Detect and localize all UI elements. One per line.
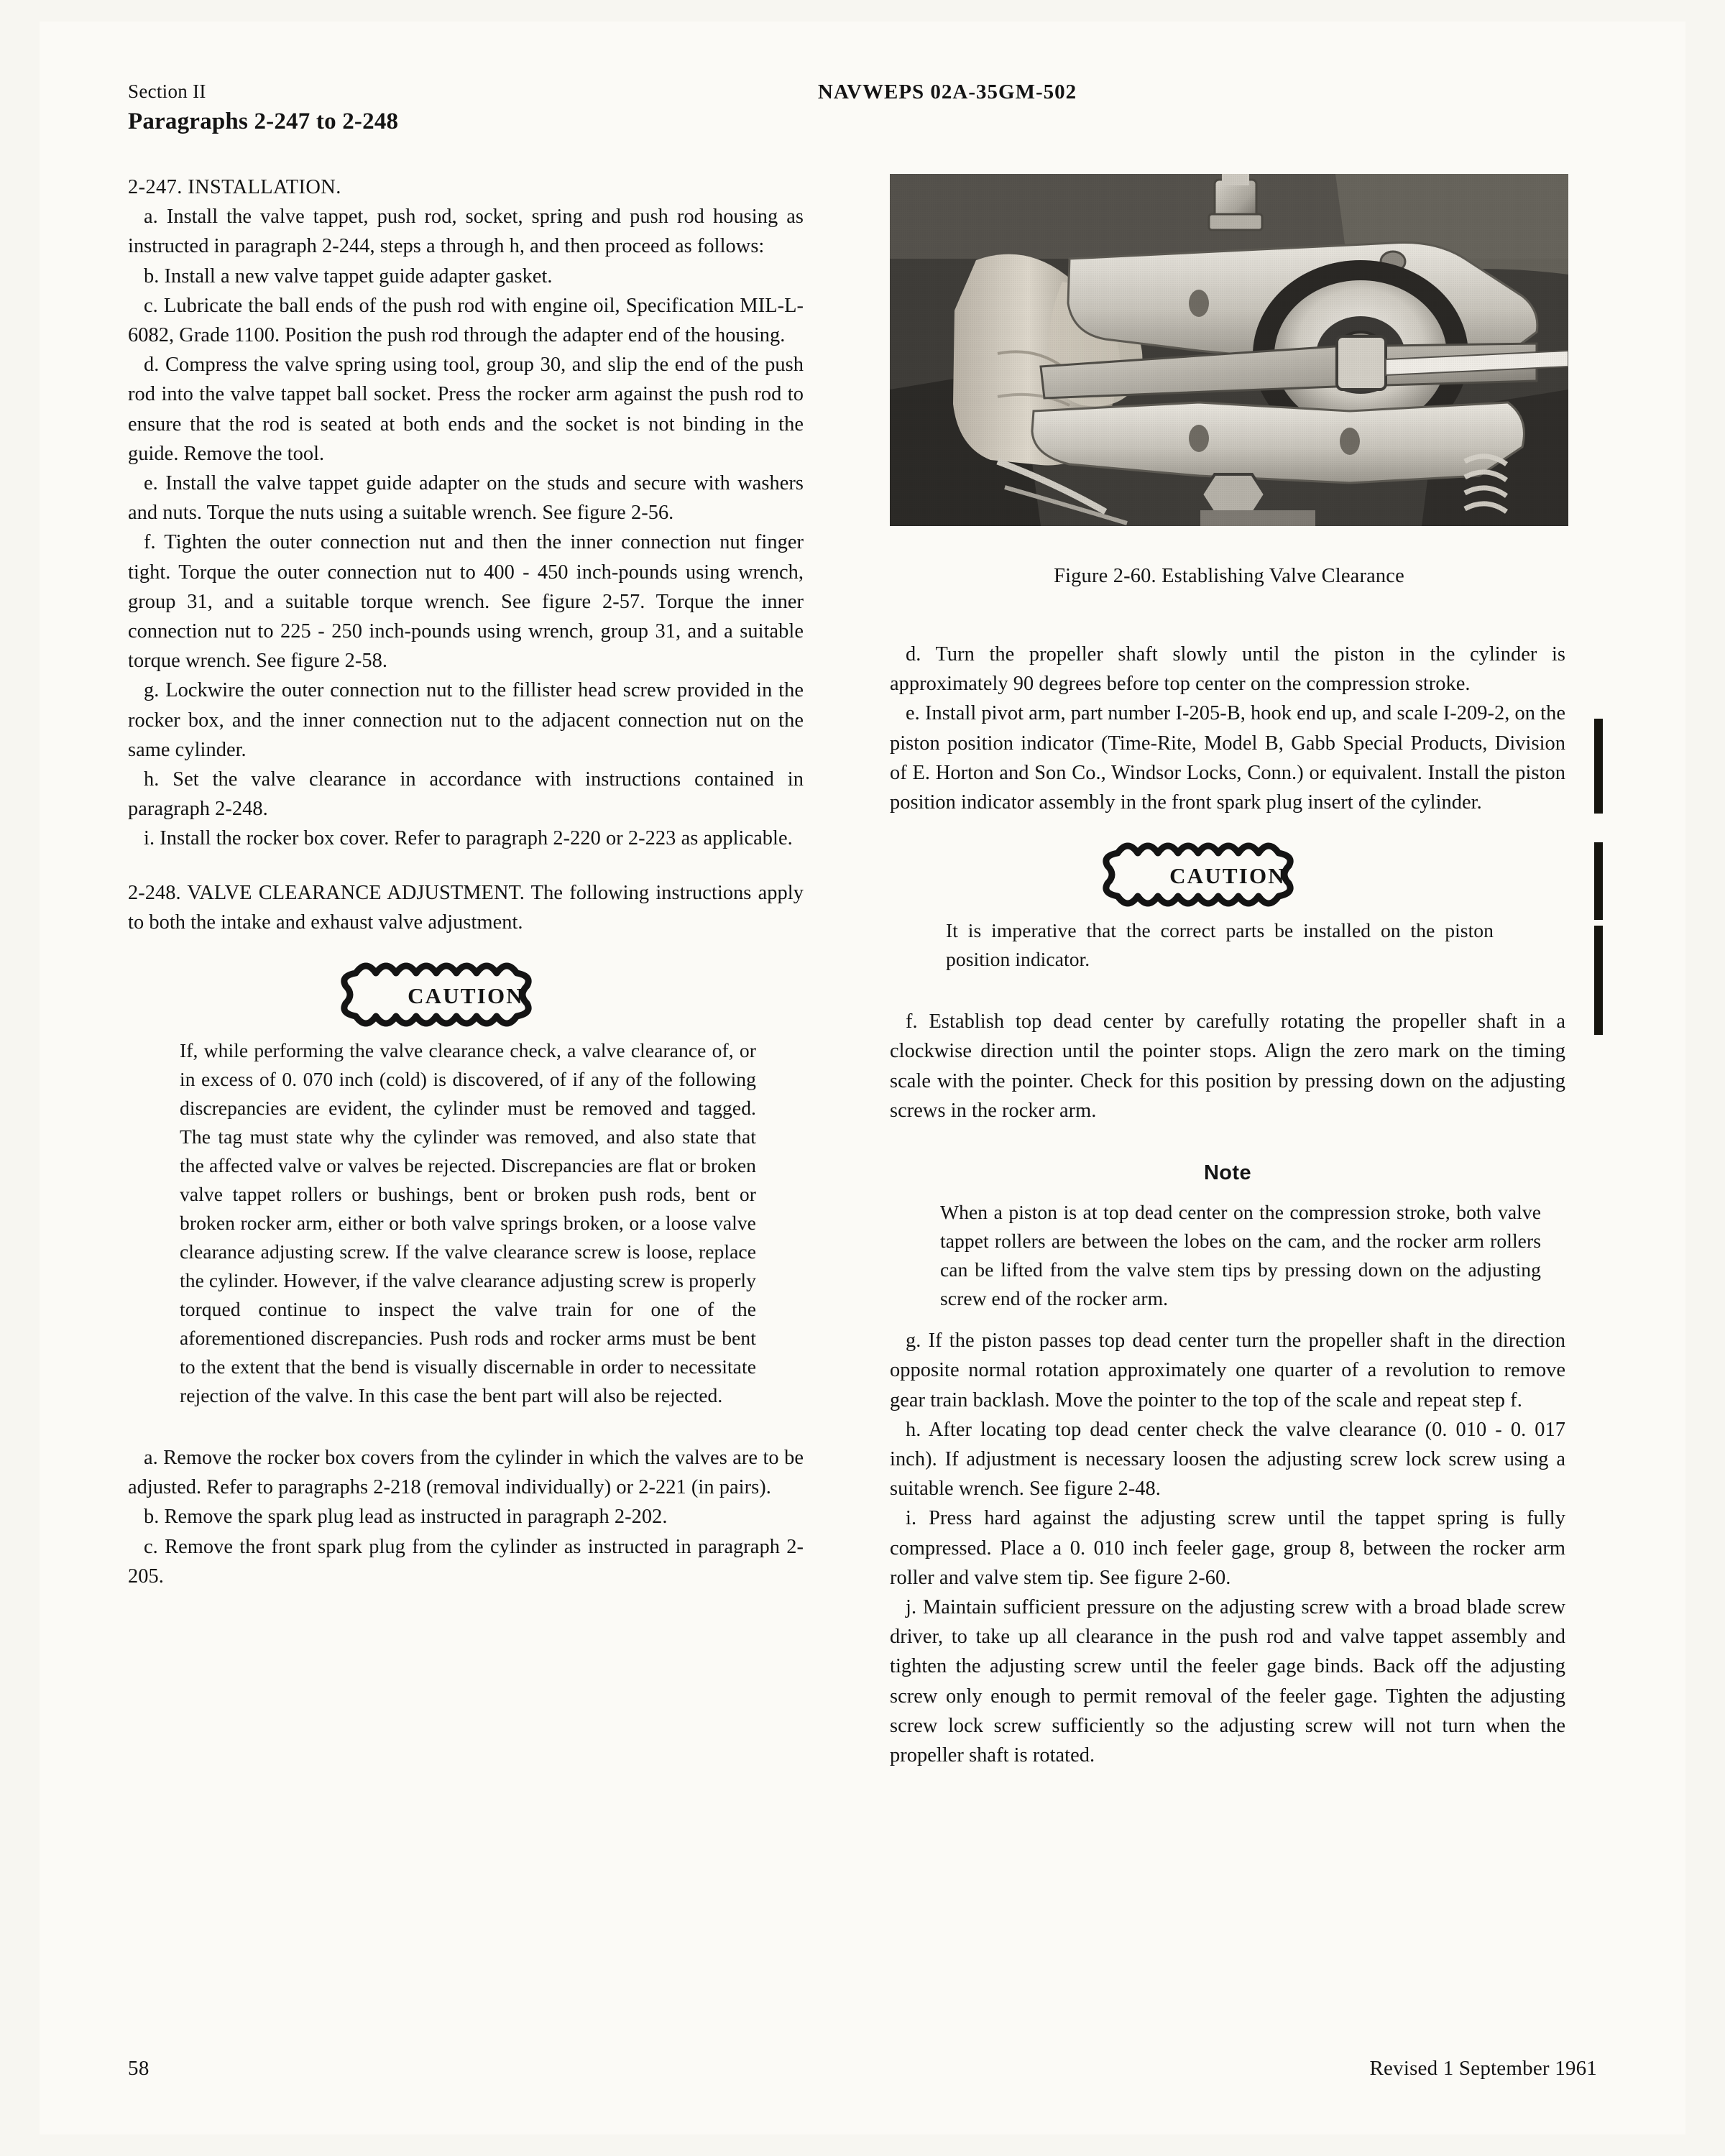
photo-rocker-arm-feeler-gage <box>890 174 1568 526</box>
spacer <box>128 937 804 950</box>
spacer <box>890 1125 1565 1150</box>
heading-2-247: 2-247. INSTALLATION. <box>128 176 341 198</box>
spacer <box>128 854 804 878</box>
para-2-248-h: h. After locating top dead center check the valve clearance (0. 010 - 0. 017 inch). If adjustment is necessary loosen the adjusting screw lock screw using a suitable wrench. See figure 2-48. <box>890 1418 1565 1501</box>
caution-body-left <box>128 1036 804 1410</box>
right-column <box>890 640 1565 1770</box>
para-2-248-g: g. If the piston passes top dead center turn the propeller shaft in the direction opposite normal rotation approximately one quarter of a revolution to remove gear train backlash. Move the pointer to the top of the scale and repeat step f. <box>890 1330 1565 1411</box>
spacer <box>890 974 1565 1007</box>
note-text: When a piston is at top dead center on the compression stroke, both valve tappet rollers are between the lobes on the cam, and the rocker arm rollers can be lifted from the valve stem tips by pressing down on the adjusting screw end of the rocker arm. <box>940 1201 1541 1310</box>
spacer <box>128 1410 804 1443</box>
para-2-247-g: g. Lockwire the outer connection nut to the fillister head screw provided in the rocker box, and the inner connection nut to the adjacent connection nut on the same cylinder. <box>128 679 804 761</box>
change-bar-2 <box>1594 842 1603 920</box>
para-2-247-i: i. Install the rocker box cover. Refer to paragraph 2-220 or 2-223 as applicable. <box>144 827 793 850</box>
section-label: Section II <box>128 80 206 102</box>
para-2-247-c: c. Lubricate the ball ends of the push rod with engine oil, Specification MIL-L-6082, Grade 1100. Position the push rod through the adapter end of the housing. <box>128 294 804 347</box>
figure-2-60 <box>890 174 1568 588</box>
left-column <box>128 172 804 1591</box>
heading-2-248: 2-248. VALVE CLEARANCE ADJUSTMENT. The following instructions apply to both the intake and exhaust valve adjustment. <box>128 881 804 934</box>
paragraph-range-label: Paragraphs 2-247 to 2-248 <box>128 109 399 135</box>
para-2-248-c: c. Remove the front spark plug from the cylinder as instructed in paragraph 2-205. <box>128 1535 804 1588</box>
caution-banner-right <box>890 837 1565 912</box>
svg-text:CAUTION: CAUTION <box>408 983 524 1009</box>
caution-banner-left <box>128 957 804 1032</box>
footer-revision-date: Revised 1 September 1961 <box>1369 2057 1597 2080</box>
para-2-247-a: a. Install the valve tappet, push rod, socket, spring and push rod housing as instructed in paragraph 2-244, steps a through h, and then proceed as follows: <box>128 206 804 258</box>
change-bar-3 <box>1594 926 1603 1035</box>
para-2-247-b: b. Install a new valve tappet guide adapter gasket. <box>144 264 553 287</box>
note-title: Note <box>1203 1161 1252 1185</box>
running-head <box>128 79 1609 141</box>
note-body <box>890 1198 1565 1313</box>
spacer <box>890 817 1565 830</box>
document-number: NAVWEPS 02A-35GM-502 <box>817 80 1077 103</box>
para-2-248-i: i. Press hard against the adjusting screw until the tappet spring is fully compressed. Place a 0. 010 inch feeler gage, group 8, between the rocker arm roller and valve stem tip. See figure 2-60. <box>890 1507 1565 1589</box>
spacer <box>890 1313 1565 1326</box>
para-2-248-d: d. Turn the propeller shaft slowly until the piston in the cylinder is approximately 90 degrees before top center on the compression stroke. <box>890 643 1565 696</box>
figure-caption: Figure 2-60. Establishing Valve Clearance <box>1054 565 1404 587</box>
para-2-248-j: j. Maintain sufficient pressure on the adjusting screw with a broad blade screw driver, to take up all clearance in the push rod and valve tappet assembly and tighten the adjusting screw until the feeler gage binds. Back off the adjusting screw only enough to permit removal of the feeler gage. Tighten the adjusting screw lock screw sufficiently so the adjusting screw will not turn when the propeller shaft is rotated. <box>890 1596 1565 1767</box>
caution-body-right <box>890 916 1565 974</box>
caution-right-text: It is imperative that the correct parts be installed on the piston position indicator. <box>946 919 1494 971</box>
svg-text:CAUTION: CAUTION <box>1169 863 1286 889</box>
para-2-247-d: d. Compress the valve spring using tool, group 30, and slip the end of the push rod into the valve tappet ball socket. Press the rocker arm against the push rod to ensure that the rod is seated at both ends and the socket is not binding in the guide. Remove the tool. <box>128 354 804 465</box>
para-2-247-f: f. Tighten the outer connection nut and then the inner connection nut finger tight. Torque the outer connection nut to 400 - 450 inch-pounds using wrench, group 31, and a suitable torque wrench. See figure 2-57. Torque the inner connection nut to 225 - 250 inch-pounds using wrench, group 31, and a suitable torque wrench. See figure 2-58. <box>128 531 804 673</box>
para-2-248-a: a. Remove the rocker box covers from the cylinder in which the valves are to be adjusted. Refer to paragraphs 2-218 (removal individually) or 2-221 (in pairs). <box>128 1447 804 1499</box>
para-2-248-f: f. Establish top dead center by carefully rotating the propeller shaft in a clockwise direction until the pointer stops. Align the zero mark on the timing scale with the pointer. Check for this position by pressing down on the adjusting screws in the rocker arm. <box>890 1010 1565 1122</box>
caution-left-text: If, while performing the valve clearance check, a valve clearance of, or in excess of 0. 070 inch (cold) is discovered, of if any of the following discrepancies are evident, the cylinder must be removed and tagged. The tag must state why the cylinder was removed, and also state that the affected valve or valves be rejected. Discrepancies are flat or broken valve tappet rollers or bushings, bent or broken push rods, bent or broken rocker arm, either or both valve springs broken, or a loose valve clearance adjusting screw. If the valve clearance screw is loose, replace the cylinder. However, if the valve clearance adjusting screw is properly torqued continue to inspect the valve train for one of the aforementioned discrepancies. Push rods and rocker arms must be bent to the extent that the bend is visually discernable in order to necessitate rejection of the valve. In this case the bent part will also be rejected. <box>180 1039 756 1407</box>
para-2-248-e: e. Install pivot arm, part number I-205-B, hook end up, and scale I-209-2, on the piston position indicator (Time-Rite, Model B, Gabb Special Products, Division of E. Horton and Son Co., Windsor Locks, Conn.) or equivalent. Install the piston position indicator assembly in the front spark plug insert of the cylinder. <box>890 702 1565 814</box>
running-head-left <box>128 79 398 137</box>
para-2-247-e: e. Install the valve tappet guide adapter on the studs and secure with washers and nuts. Torque the nuts using a suitable wrench. See figure 2-56. <box>128 472 804 525</box>
para-2-248-b: b. Remove the spark plug lead as instructed in paragraph 2-202. <box>144 1506 668 1529</box>
change-bar-1 <box>1594 719 1603 814</box>
footer-page-number: 58 <box>128 2057 150 2080</box>
para-2-247-h: h. Set the valve clearance in accordance with instructions contained in paragraph 2-248. <box>128 768 804 821</box>
